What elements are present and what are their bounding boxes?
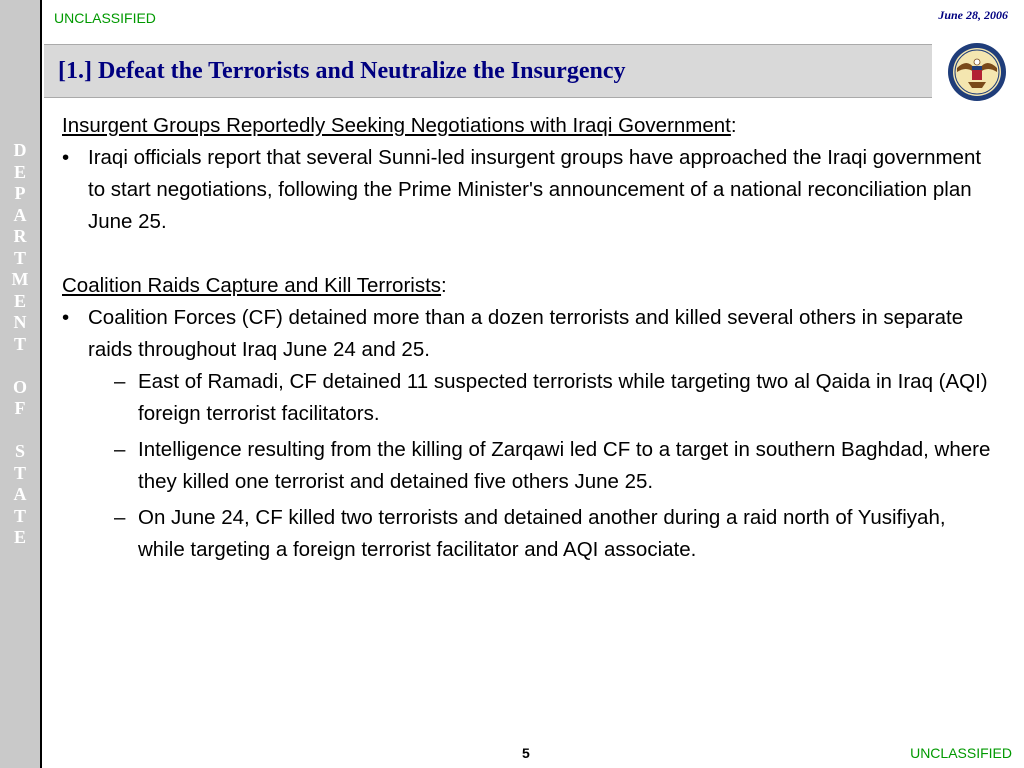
- sub-bullet-item: – Intelligence resulting from the killing of Zarqawi led CF to a target in southern Baghdad, where they killed one terrorist and detained five others June 25.: [114, 438, 991, 493]
- slide-content: [62, 110, 992, 570]
- slide-title: [1.] Defeat the Terrorists and Neutralize the Insurgency: [58, 58, 626, 84]
- sidebar: [0, 0, 42, 768]
- sidebar-department-of-state-text: D E P A R T M E N T O F S T A T E: [11, 140, 29, 547]
- bullet-item: • Iraqi officials report that several Sunni-led insurgent groups have approached the Iraqi government to start negotiations, following the Prime Minister's announcement of a national reconciliation plan June 25.: [62, 146, 982, 233]
- page-number: 5: [522, 745, 530, 761]
- sub-bullet-item: – East of Ramadi, CF detained 11 suspected terrorists while targeting two al Qaida in Iraq (AQI) foreign terrorist facilitators.: [114, 370, 988, 425]
- department-of-state-seal-icon: [930, 42, 1024, 102]
- section-heading-negotiations: Insurgent Groups Reportedly Seeking Negotiations with Iraqi Government:: [62, 114, 737, 137]
- bullet-item: • Coalition Forces (CF) detained more than a dozen terrorists and killed several others in separate raids throughout Iraq June 24 and 25.: [62, 306, 964, 361]
- date-label: June 28, 2006: [938, 8, 1008, 22]
- bottom-classification-label: UNCLASSIFIED: [910, 745, 1012, 761]
- top-classification-label: UNCLASSIFIED: [54, 10, 156, 26]
- section-heading-coalition-raids: Coalition Raids Capture and Kill Terrorists:: [62, 274, 447, 297]
- sub-bullet-item: – On June 24, CF killed two terrorists and detained another during a raid north of Yusifiyah, while targeting a foreign terrorist facilitator and AQI associate.: [114, 506, 946, 561]
